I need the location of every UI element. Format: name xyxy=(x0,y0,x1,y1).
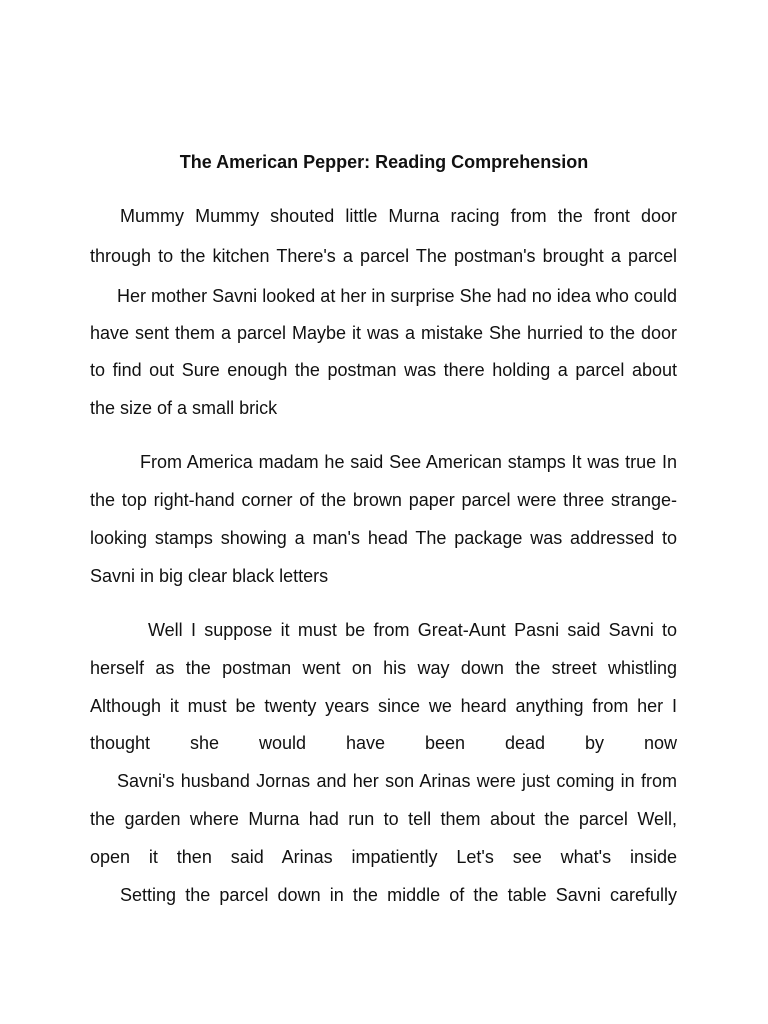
text-line: the top right-hand corner of the brown paper parcel were three strange- xyxy=(90,490,677,510)
text-line: Well I suppose it must be from Great-Aunt Pasni said Savni to xyxy=(148,620,677,640)
text-line: herself as the postman went on his way down the street whistling xyxy=(90,658,677,678)
text-line: Mummy Mummy shouted little Murna racing from the front door xyxy=(120,206,677,226)
text-line: looking stamps showing a man's head The package was addressed to xyxy=(90,528,677,548)
text-line: to find out Sure enough the postman was there holding a parcel about xyxy=(90,360,677,380)
text-line: From America madam he said See American stamps It was true In xyxy=(140,452,677,472)
document-title: The American Pepper: Reading Comprehension xyxy=(179,152,589,172)
text-line: Savni in big clear black letters xyxy=(90,566,329,586)
text-line: Her mother Savni looked at her in surprise She had no idea who could xyxy=(117,286,677,306)
text-line: Savni's husband Jornas and her son Arinas were just coming in from xyxy=(117,771,677,791)
text-line: thought she would have been dead by now xyxy=(90,733,677,753)
text-line: the garden where Murna had run to tell them about the parcel Well, xyxy=(90,809,677,829)
text-line: have sent them a parcel Maybe it was a mistake She hurried to the door xyxy=(90,323,677,343)
text-line: the size of a small brick xyxy=(90,398,278,418)
text-line: Setting the parcel down in the middle of the table Savni carefully xyxy=(120,885,677,905)
text-line: Although it must be twenty years since we heard anything from her I xyxy=(90,696,677,716)
text-line: open it then said Arinas impatiently Let's see what's inside xyxy=(90,847,677,867)
text-line: through to the kitchen There's a parcel The postman's brought a parcel xyxy=(90,246,677,266)
